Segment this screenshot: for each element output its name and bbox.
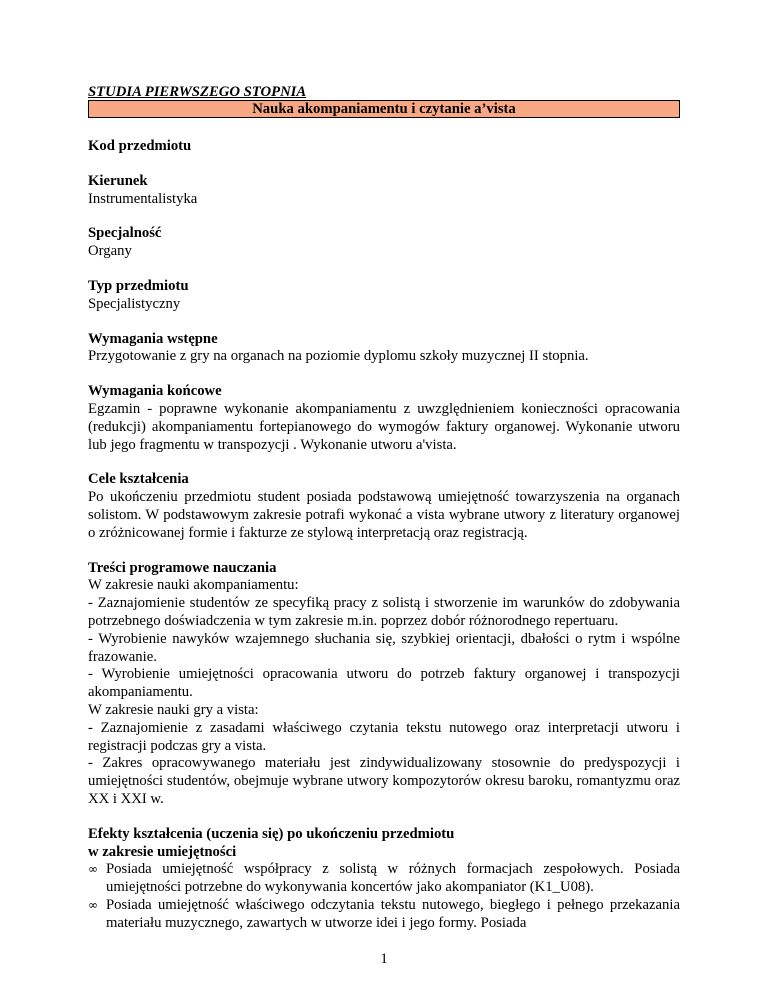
section-wymagania-wstepne [88,331,680,367]
section-wymagania-koncowe [88,383,680,454]
tresci-line: - Zaznajomienie z zasadami właściwego czytania tekstu nutowego oraz interpretacji utworu i registracji podczas gry a vista. [88,719,680,754]
page-number: 1 [380,951,388,967]
study-level-heading: STUDIA PIERWSZEGO STOPNIA [88,84,307,100]
wymagania-koncowe-text: Egzamin - poprawne wykonanie akompaniamentu z uwzględnieniem konieczności opracowania (redukcji) akompaniamentu fortepianowego do wymogów faktury organowej. Wykonanie utworu lub jego fragmentu w transpozycji . Wykonanie utworu a'vista. [88,400,680,453]
specjalnosc-heading: Specjalność [88,225,162,242]
tresci-line: - Zakres opracowywanego materiału jest zindywidualizowany stosownie do predyspozycji i umiejętności studentów, obejmuje wybrane utwory kompozytorów okresu baroku, romantyzmu oraz XX i XXI w. [88,755,680,807]
tresci-line: - Wyrobienie nawyków wzajemnego słuchania się, szybkiej orientacji, dbałości o rytm i wspólne frazowanie. [88,630,680,665]
course-title-banner: Nauka akompaniamentu i czytanie a’vista [88,100,680,118]
efekty-item-text: Posiada umiejętność współpracy z solistą w różnych formacjach zespołowych. Posiada umiejętności potrzebne do wykonywania koncertów jako akompaniator (K1_U08). [106,861,680,896]
section-kierunek [88,173,680,209]
section-typ-przedmiotu [88,278,680,314]
tresci-line: W zakresie nauki akompaniamentu: [88,577,299,594]
list-item [88,861,680,897]
infinity-bullet-icon: ∞ [88,897,98,912]
section-efekty-ksztalcenia [88,826,680,933]
section-specjalnosc [88,225,680,261]
tresci-line: - Wyrobienie umiejętności opracowania utworu do potrzeb faktury organowej i transpozycji akompaniamentu. [88,666,680,701]
document-page [88,84,680,932]
efekty-heading: Efekty kształcenia (uczenia się) po ukończeniu przedmiotu [88,825,455,842]
infinity-bullet-icon: ∞ [88,862,98,877]
section-cele-ksztalcenia [88,471,680,542]
kod-heading: Kod przedmiotu [88,138,192,154]
kierunek-heading: Kierunek [88,172,148,189]
efekty-list [88,861,680,932]
tresci-heading: Treści programowe nauczania [88,559,277,576]
tresci-line: - Zaznajomienie studentów ze specyfiką pracy z solistą i stworzenie im warunków do zdobywania potrzebnego doświadczenia w tym zakresie m.in. poprzez dobór różnorodnego repertuaru. [88,595,680,629]
tresci-line: W zakresie nauki gry a vista: [88,701,259,718]
wymagania-wstepne-heading: Wymagania wstępne [88,330,218,347]
wymagania-wstepne-text: Przygotowanie z gry na organach na poziomie dyplomu szkoły muzycznej II stopnia. [88,348,589,365]
kierunek-value: Instrumentalistyka [88,190,198,207]
specjalnosc-value: Organy [88,243,132,260]
efekty-item-text: Posiada umiejętność właściwego odczytania tekstu nutowego, biegłego i pełnego przekazania materiału muzycznego, zawartych w utworze idei i jego formy. Posiada [106,896,680,931]
section-tresci-programowe [88,560,680,809]
typ-value: Specjalistyczny [88,295,181,312]
wymagania-koncowe-heading: Wymagania końcowe [88,383,222,400]
typ-heading: Typ przedmiotu [88,277,189,294]
cele-heading: Cele kształcenia [88,471,189,488]
list-item [88,897,680,933]
cele-text: Po ukończeniu przedmiotu student posiada podstawową umiejętność towarzyszenia na organach solistom. W podstawowym zakresie potrafi wykonać a vista wybrane utwory z literatury organowej o zróżnicowanej formie i fakturze ze stylową interpretacją oraz registracją. [88,489,680,541]
efekty-subheading: w zakresie umiejętności [88,843,237,860]
section-kod-przedmiotu [88,138,680,156]
